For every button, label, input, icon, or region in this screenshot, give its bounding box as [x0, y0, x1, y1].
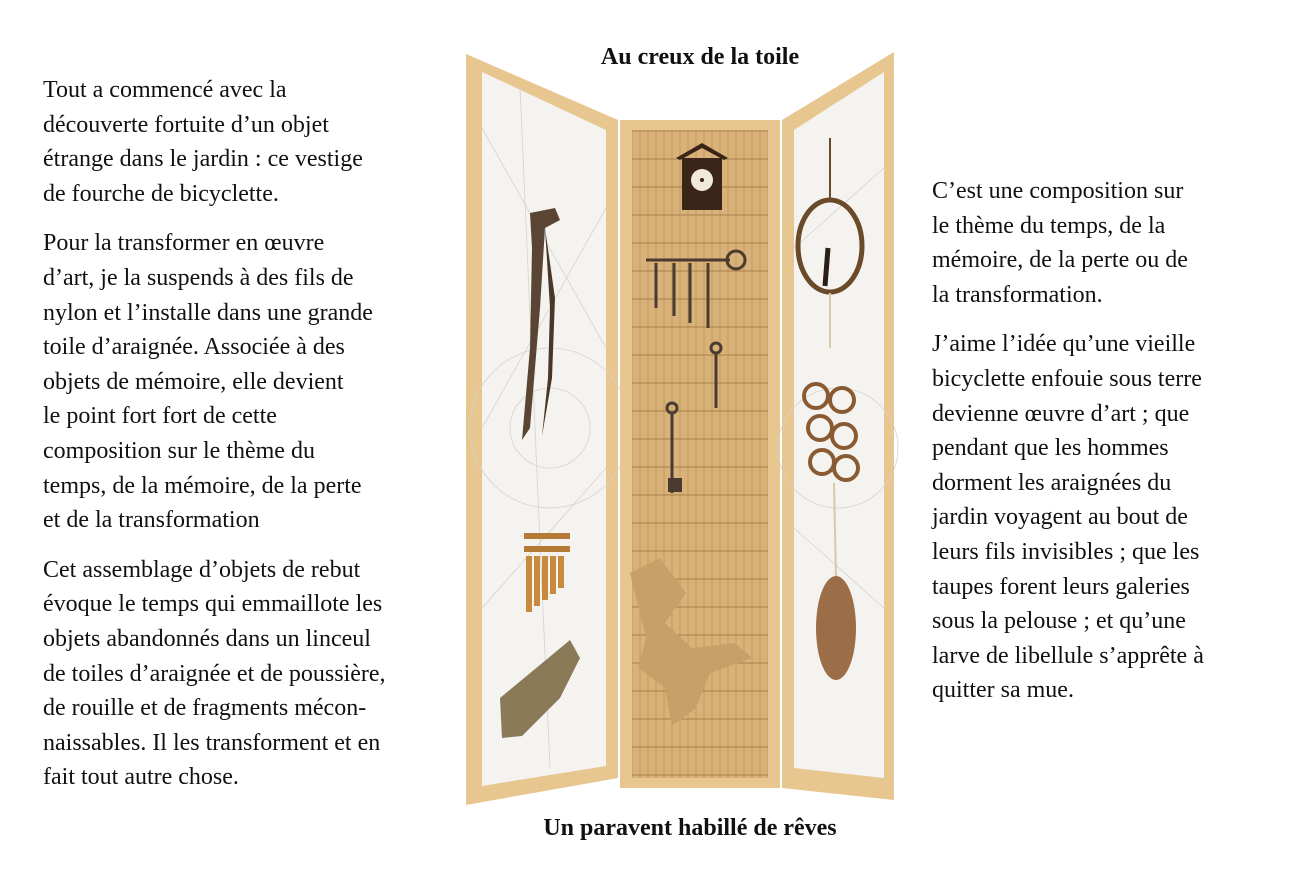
- right-panel: [778, 52, 898, 800]
- left-panel: [466, 54, 630, 805]
- top-title: Au creux de la toile: [600, 44, 800, 70]
- center-panel: [620, 120, 780, 788]
- folding-screen-photo: [460, 48, 900, 808]
- bottom-title: Un paravent habillé de rêves: [543, 815, 837, 841]
- left-paragraph-1: Tout a commencé avec la découverte fortuite d’un objet étrange dans le jardin : ce vestige de fourche de bicyclette.: [43, 77, 363, 207]
- right-text-column: [932, 174, 1262, 723]
- left-paragraph-3: Cet assemblage d’objets de rebut évoque le temps qui emmaillote les objets abandonnés dans un linceul de toiles d’araignée et de poussière, de rouille et de fragments mécon- naissables. Il les transforment et en fait tout autre chose.: [43, 556, 386, 791]
- right-paragraph-1: C’est une composition sur le thème du temps, de la mémoire, de la perte ou de la transformation.: [932, 178, 1188, 308]
- left-text-column: [43, 73, 453, 810]
- right-paragraph-2: J’aime l’idée qu’une vieille bicyclette enfouie sous terre devienne œuvre d’art ; que pendant que les hommes dorment les araignées du jardin voyagent au bout de leurs fils invisibles ; que les taupes forent leurs galeries sous la pelouse ; et qu’une larve de libellule s’apprête à quitter sa mue.: [932, 331, 1204, 704]
- left-paragraph-2: Pour la transformer en œuvre d’art, je la suspends à des fils de nylon et l’installe dans une grande toile d’araignée. Associée à des objets de mémoire, elle devient le point fort fort de cette composition sur le thème du temps, de la mémoire, de la perte et de la transformation: [43, 230, 373, 534]
